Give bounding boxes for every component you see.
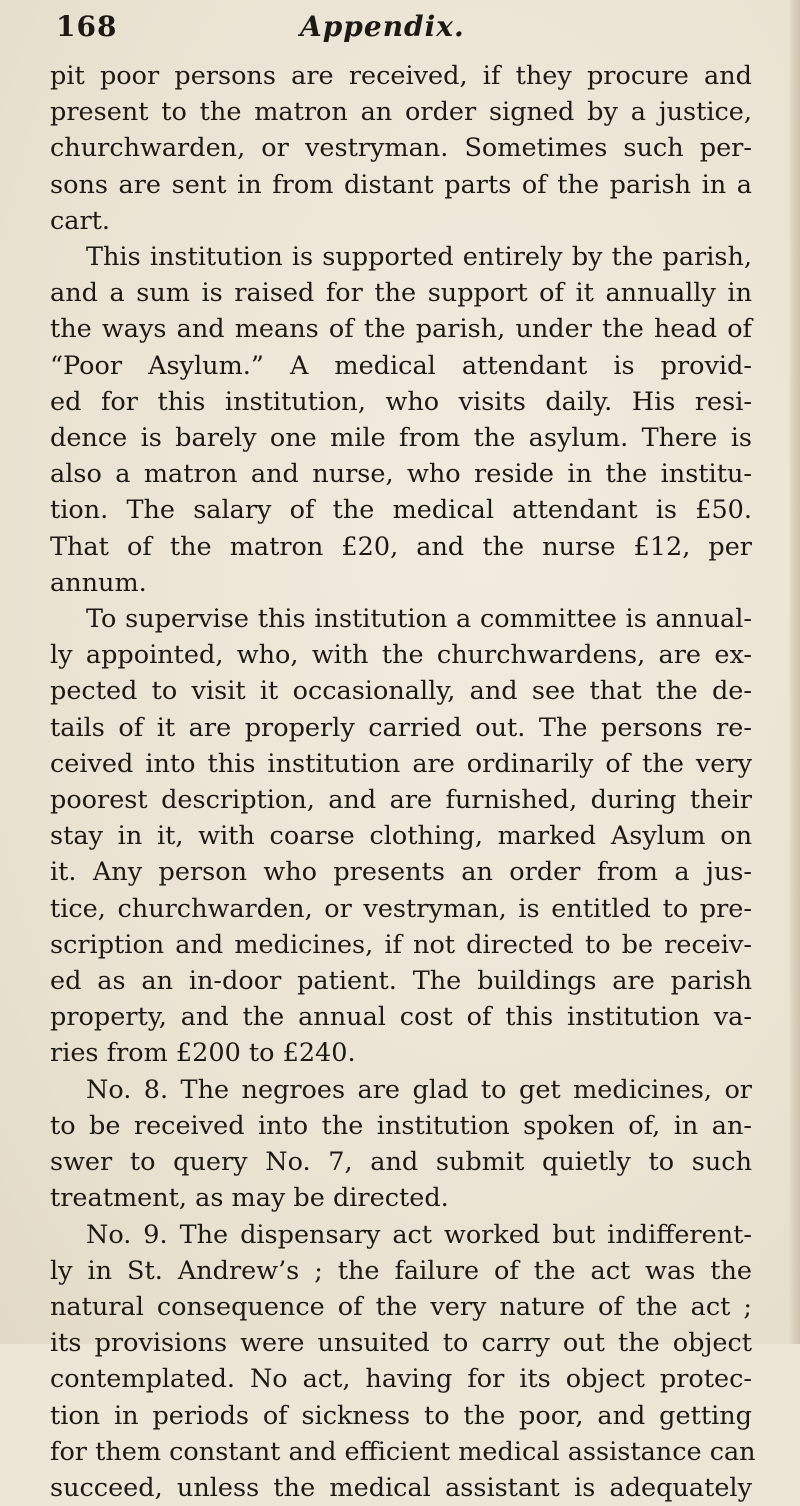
text-line: sons are sent in from distant parts of the parish in a (50, 169, 752, 200)
text-line: “Poor Asylum.” A medical attendant is provid- (50, 350, 752, 381)
text-line: succeed, unless the medical assistant is adequately (50, 1472, 752, 1503)
text-line: No. 9. The dispensary act worked but indifferent- (86, 1219, 752, 1250)
text-line: poorest description, and are furnished, during their (50, 785, 752, 816)
text-line: treatment, as may be directed. (50, 1183, 449, 1214)
text-line: ed for this institution, who visits daily. His resi- (50, 386, 752, 417)
text-line: for them constant and efficient medical assistance can (50, 1436, 756, 1467)
text-line: also a matron and nurse, who reside in the institu- (50, 459, 752, 490)
running-head (50, 0, 776, 58)
text-line: the ways and means of the parish, under the head of (50, 314, 752, 345)
text-line: to be received into the institution spoken of, in an- (50, 1110, 752, 1141)
page-gutter-shadow (790, 0, 800, 1344)
text-line: dence is barely one mile from the asylum. There is (50, 423, 752, 454)
text-line: ed as an in-door patient. The buildings are parish (50, 966, 752, 997)
text-line: property, and the annual cost of this institution va- (50, 1002, 752, 1033)
text-line: cart. (50, 205, 111, 236)
text-line: tails of it are properly carried out. The persons re- (50, 712, 752, 743)
body-text (50, 58, 776, 1506)
text-line: tion. The salary of the medical attendant is £50. (50, 495, 752, 526)
text-line: To supervise this institution a committee is annual- (86, 604, 752, 635)
text-line: No. 8. The negroes are glad to get medicines, or (86, 1074, 752, 1105)
page-number: 168 (56, 10, 118, 43)
text-line: swer to query No. 7, and submit quietly to such (50, 1147, 752, 1178)
text-line: its provisions were unsuited to carry out the object (50, 1328, 752, 1359)
text-line: pected to visit it occasionally, and see that the de- (50, 676, 752, 707)
text-line: ceived into this institution are ordinarily of the very (50, 748, 752, 779)
text-line: ries from £200 to £240. (50, 1038, 356, 1069)
text-line: stay in it, with coarse clothing, marked Asylum on (50, 821, 752, 852)
text-line: tice, churchwarden, or vestryman, is entitled to pre- (50, 893, 752, 924)
text-line: it. Any person who presents an order from a jus- (50, 857, 752, 888)
text-line: ly appointed, who, with the churchwardens, are ex- (50, 640, 752, 671)
text-line: present to the matron an order signed by a justice, (50, 97, 752, 128)
text-line: annum. (50, 567, 147, 598)
running-head-title: Appendix. (300, 10, 465, 43)
text-line: churchwarden, or vestryman. Sometimes such per- (50, 133, 752, 164)
text-line: scription and medicines, if not directed to be receiv- (50, 929, 752, 960)
text-line: That of the matron £20, and the nurse £12, per (50, 531, 752, 562)
text-line: and a sum is raised for the support of it annually in (50, 278, 752, 309)
text-line: contemplated. No act, having for its object protec- (50, 1364, 752, 1395)
text-line: tion in periods of sickness to the poor, and getting (50, 1400, 752, 1431)
text-line: pit poor persons are received, if they procure and (50, 61, 752, 91)
text-line: ly in St. Andrew’s ; the failure of the act was the (50, 1255, 752, 1286)
text-line: This institution is supported entirely by the parish, (86, 242, 752, 273)
text-line: natural consequence of the very nature of the act ; (50, 1291, 752, 1322)
